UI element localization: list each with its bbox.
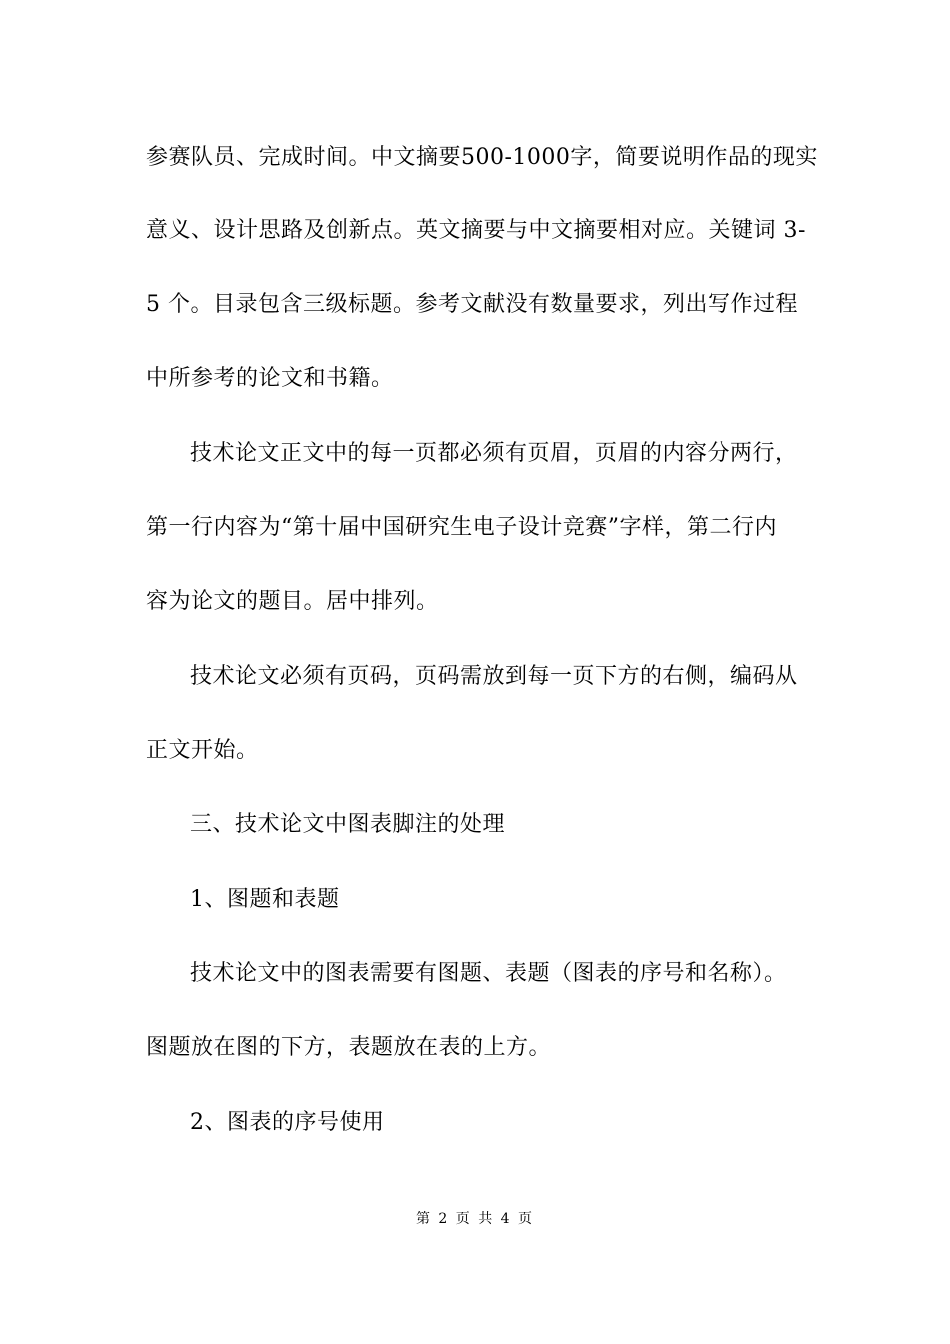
paragraph-1-line-4: 中所参考的论文和书籍。 (146, 366, 394, 391)
subheading-1: 1、图题和表题 (190, 887, 340, 912)
page-number-footer: 第 2 页 共 4 页 (415, 1211, 535, 1227)
paragraph-3-line-2: 正文开始。 (146, 738, 259, 763)
paragraph-1-line-2: 意义、设计思路及创新点。英文摘要与中文摘要相对应。关键词 3- (146, 218, 806, 243)
paragraph-4-line-2: 图题放在图的下方，表题放在表的上方。 (146, 1035, 552, 1060)
paragraph-2-line-3: 容为论文的题目。居中排列。 (146, 589, 439, 614)
paragraph-1-line-3: 5 个。目录包含三级标题。参考文献没有数量要求，列出写作过程 (146, 292, 798, 317)
subheading-2: 2、图表的序号使用 (190, 1110, 385, 1135)
paragraph-2-line-2: 第一行内容为“第十届中国研究生电子设计竞赛”字样，第二行内 (146, 515, 777, 540)
section-heading: 三、技术论文中图表脚注的处理 (190, 812, 506, 837)
paragraph-1-line-1: 参赛队员、完成时间。中文摘要500-1000字，简要说明作品的现实 (146, 145, 818, 170)
paragraph-4-line-1: 技术论文中的图表需要有图题、表题（图表的序号和名称）。 (190, 961, 787, 986)
paragraph-2-line-1: 技术论文正文中的每一页都必须有页眉，页眉的内容分两行， (190, 441, 798, 466)
paragraph-3-line-1: 技术论文必须有页码，页码需放到每一页下方的右侧，编码从 (190, 664, 798, 689)
